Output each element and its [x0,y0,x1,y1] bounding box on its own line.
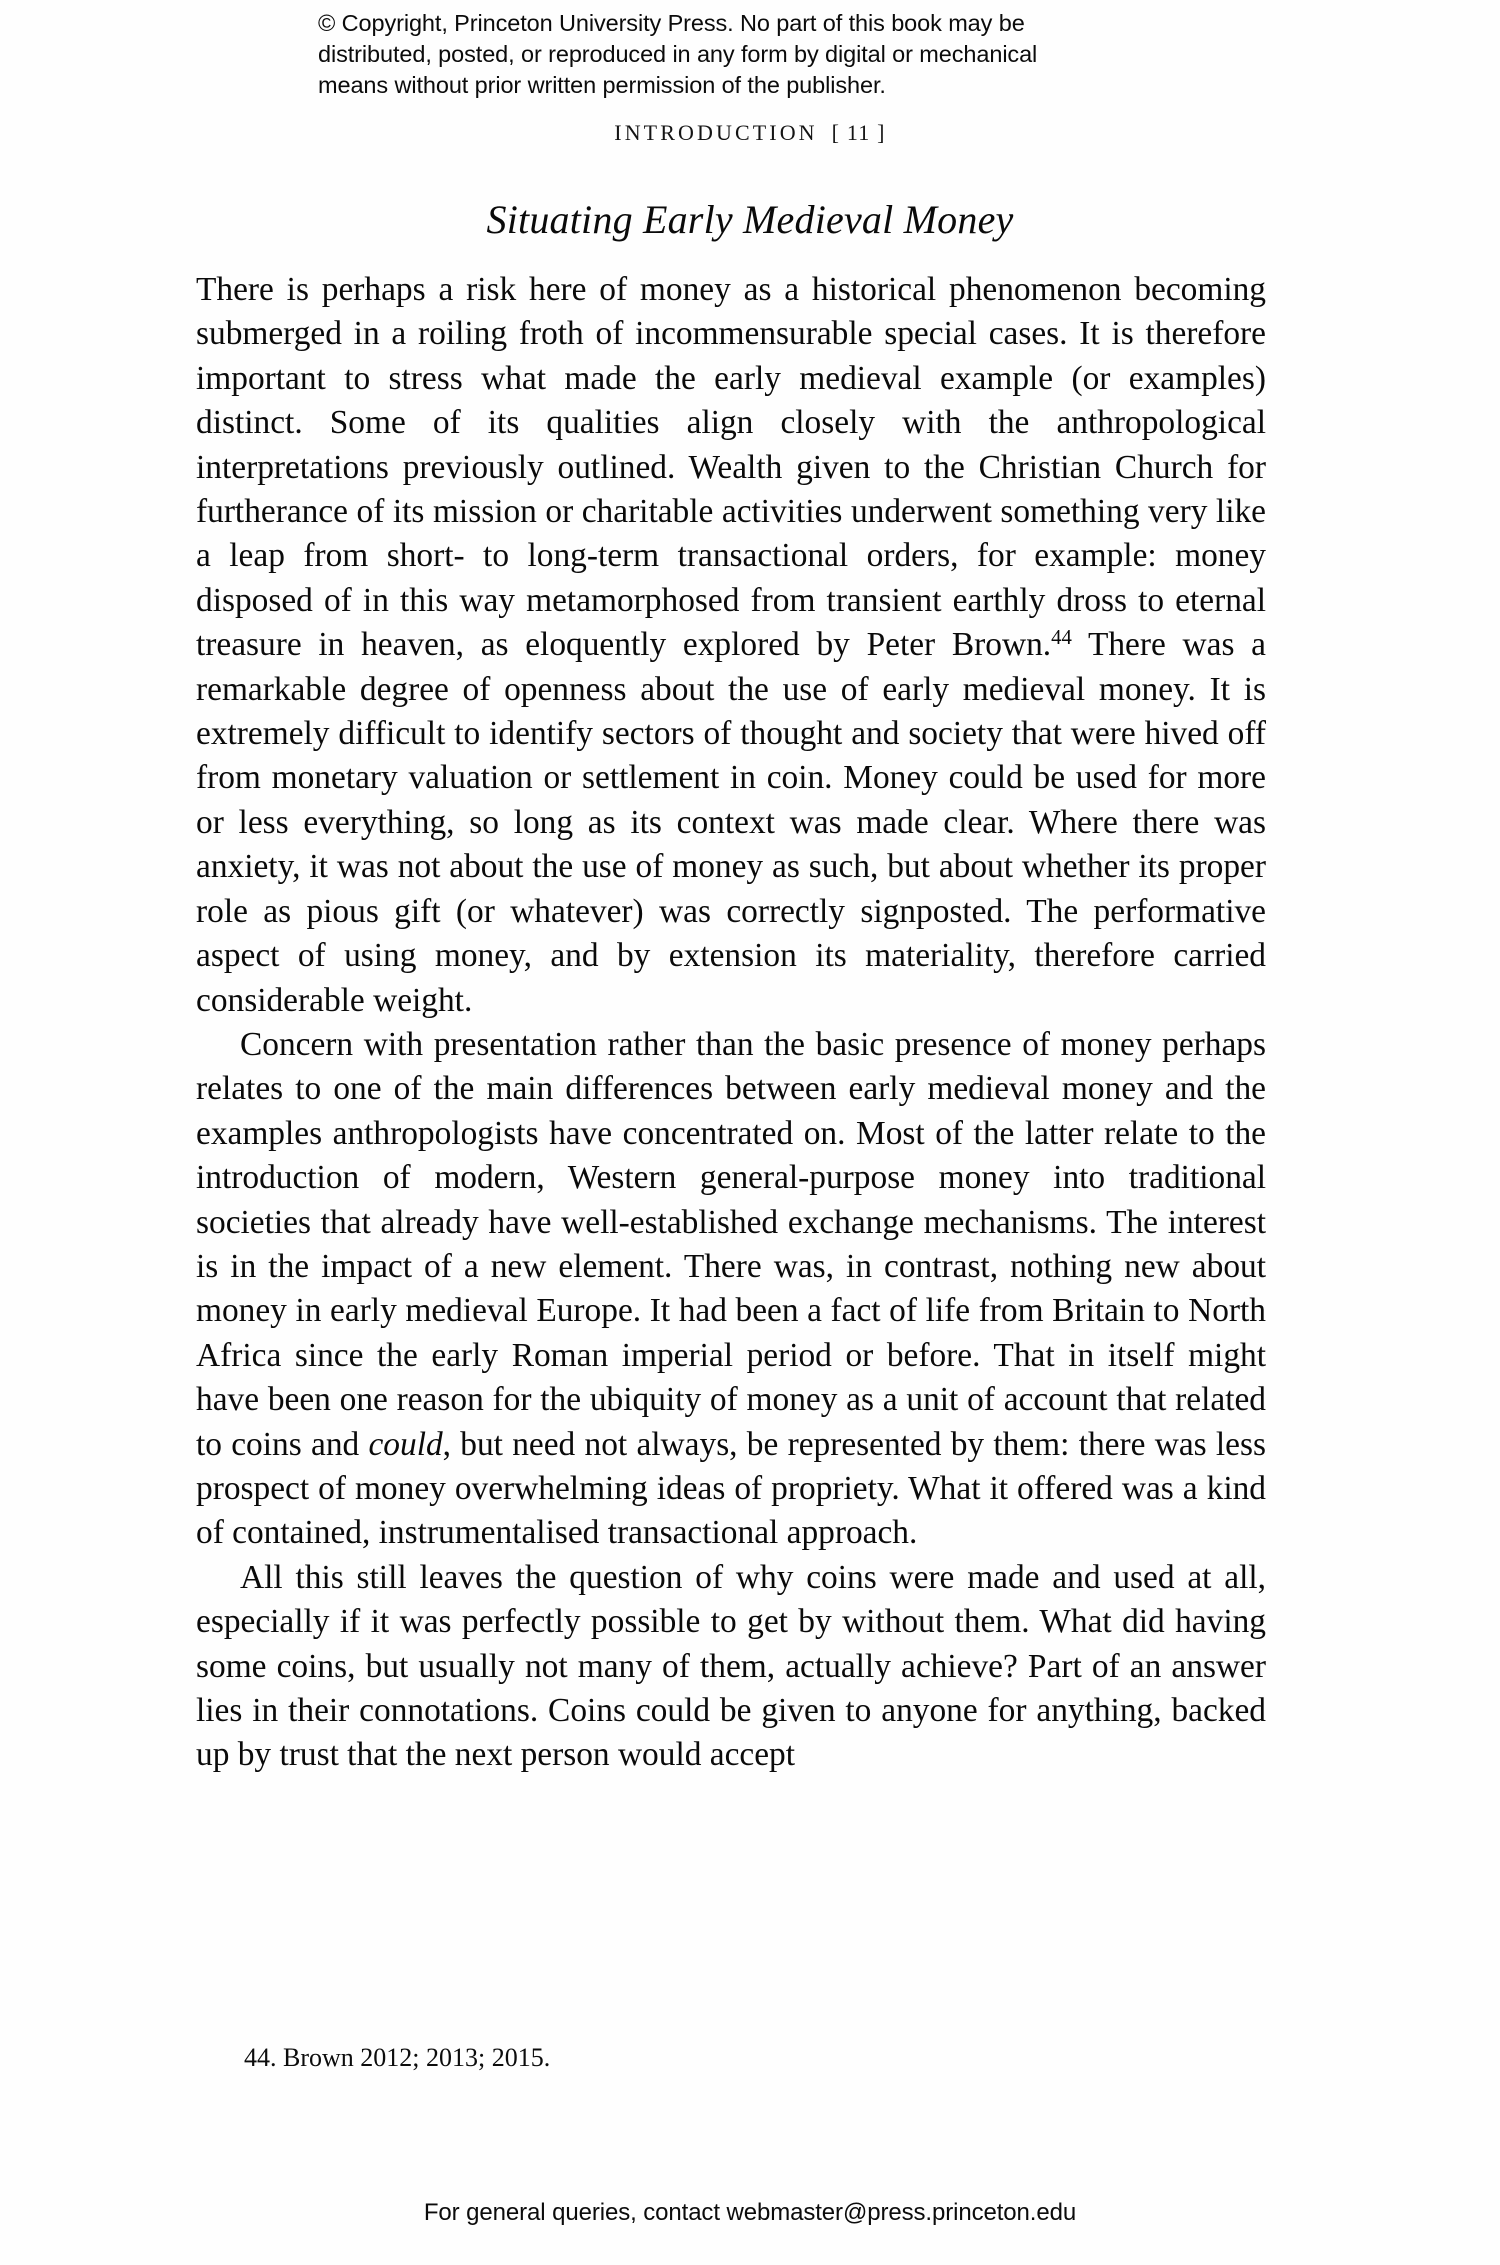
copyright-notice [318,8,1198,101]
footnote-44: 44. Brown 2012; 2013; 2015. [244,2043,551,2072]
copyright-line-2: distributed, posted, or reproduced in any form by digital or mechanical [318,41,1038,67]
section-title: Situating Early Medieval Money [486,197,1014,242]
paragraph-1-text-b: There was a remarkable degree of openness about the use of early medieval money. It is extremely difficult to identify sectors of thought and society that were hived off from monetary valuation or settlement in coin. Money could be used for more or less everything, so long as its context was made clear. Where there was anxiety, it was not about the use of money as such, but about whether its proper role as pious gift (or whatever) was correctly signposted. The performative aspect of using money, and by extension its materiality, therefore carried considerable weight. [196,626,1266,1019]
paragraph-1-text-a: There is perhaps a risk here of money as a historical phenomenon becoming submerged in a roiling froth of incommensurable special cases. It is therefore important to stress what made the early medieval example (or examples) distinct. Some of its qualities align closely with the anthropological interpretations previously outlined. Wealth given to the Christian Church for furtherance of its mission or charitable activities underwent something very like a leap from short- to long-term transactional orders, for example: money disposed of in this way metamorphosed from transient earthly dross to eternal treasure in heaven, as eloquently explored by Peter Brown. [196,271,1266,664]
paragraph-3: All this still leaves the question of why coins were made and used at all, especially if it was perfectly possible to get by without them. What did having some coins, but usually not many of them, actually achieve? Part of an answer lies in their connotations. Coins could be given to anyone for anything, backed up by trust that the next person would accept [196,1558,1266,1774]
paragraph-2-text-b: , but need not always, be represented by them: there was less prospect of money overwhelming ideas of propriety. What it offered was a kind of contained, instrumentalised transactional approach. [196,1425,1266,1552]
paragraph-2-emphasis: could [368,1425,443,1463]
footnote-reference-44[interactable]: 44 [1051,627,1072,650]
running-head-chapter: INTRODUCTION [614,120,818,145]
page-folio-number: [ 11 ] [831,120,886,145]
paragraph-2 [196,1023,1266,1556]
paragraph-1 [196,268,1266,1023]
paragraph-2-text-a: Concern with presentation rather than the basic presence of money perhaps relates to one of the main differences between early medieval money and the examples anthropologists have concentrated on. Most of the latter relate to the introduction of modern, Western general-purpose money into traditional societies that already have well-established exchange mechanisms. The interest is in the impact of a new element. There was, in contrast, nothing new about money in early medieval Europe. It had been a fact of life from Britain to North Africa since the early Roman imperial period or before. That in itself might have been one reason for the ubiquity of money as a unit of account that related to coins and [196,1025,1266,1463]
page-footer-contact: For general queries, contact webmaster@press.princeton.edu [423,2199,1077,2226]
copyright-line-3: means without prior written permission of the publisher. [318,72,886,98]
copyright-line-1: © Copyright, Princeton University Press. No part of this book may be [318,10,1025,36]
body-text-column [196,268,1266,1778]
running-head [0,120,1500,146]
